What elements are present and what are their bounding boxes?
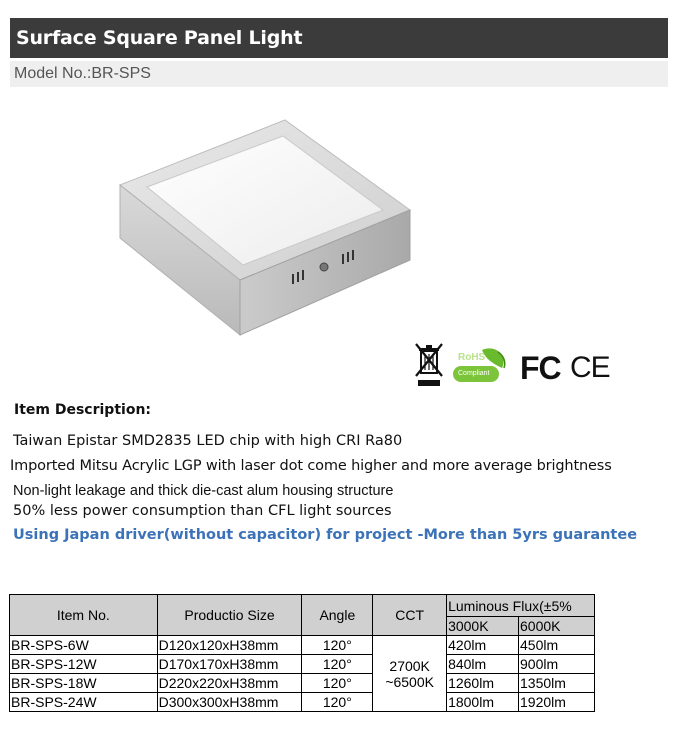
header-6000k: 6000K — [519, 617, 595, 636]
cell-size: D220x220xH38mm — [157, 674, 302, 693]
fc-mark: FC — [520, 350, 561, 386]
rohs-label: RoHS — [458, 352, 486, 363]
cell-lm-6000k: 1920lm — [519, 693, 595, 712]
weee-crossed-bin-icon — [414, 342, 444, 388]
cell-angle: 120° — [302, 693, 373, 712]
table-row — [10, 674, 595, 693]
cell-lm-3000k: 420lm — [447, 636, 519, 655]
rohs-compliant-leaf-icon — [452, 346, 508, 386]
cell-lm-3000k: 1260lm — [447, 674, 519, 693]
cell-size: D120x120xH38mm — [157, 636, 302, 655]
description-highlight-line: Using Japan driver(without capacitor) for project -More than 5yrs guarantee — [13, 527, 638, 543]
cell-item: BR-SPS-18W — [10, 674, 158, 693]
description-line: Imported Mitsu Acrylic LGP with laser dot come higher and more average brightness — [10, 458, 612, 474]
header-cct: CCT — [373, 595, 447, 636]
cell-item: BR-SPS-12W — [10, 655, 158, 674]
header-product-size: Productio Size — [157, 595, 302, 636]
cell-size: D170x170xH38mm — [157, 655, 302, 674]
table-row — [10, 655, 595, 674]
rohs-compliant-label: Compliant — [458, 370, 490, 377]
spec-table — [9, 594, 595, 712]
certification-marks — [410, 340, 610, 390]
cell-lm-6000k: 1350lm — [519, 674, 595, 693]
header-angle: Angle — [302, 595, 373, 636]
cct-value-line1: 2700K — [389, 657, 430, 674]
cell-lm-3000k: 1800lm — [447, 693, 519, 712]
header-luminous-flux: Luminous Flux(±5% — [447, 595, 595, 617]
cell-lm-6000k: 900lm — [519, 655, 595, 674]
cell-cct — [373, 636, 447, 712]
ce-mark: CE — [570, 351, 610, 384]
cell-lm-6000k: 450lm — [519, 636, 595, 655]
description-line: Non-light leakage and thick die-cast alum housing structure — [13, 483, 394, 499]
cell-item: BR-SPS-24W — [10, 693, 158, 712]
page-title: Surface Square Panel Light — [10, 18, 668, 58]
cell-size: D300x300xH38mm — [157, 693, 302, 712]
cell-lm-3000k: 840lm — [447, 655, 519, 674]
description-line: Taiwan Epistar SMD2835 LED chip with high CRI Ra80 — [13, 433, 403, 449]
cell-item: BR-SPS-6W — [10, 636, 158, 655]
cell-angle: 120° — [302, 636, 373, 655]
panel-light-image — [85, 100, 425, 350]
model-number: Model No.:BR-SPS — [10, 61, 668, 87]
header-3000k: 3000K — [447, 617, 519, 636]
table-header-row — [10, 595, 595, 617]
description-line: 50% less power consumption than CFL light sources — [13, 503, 392, 519]
table-row — [10, 636, 595, 655]
table-row — [10, 693, 595, 712]
cct-value-line2: ~6500K — [385, 673, 434, 690]
cell-angle: 120° — [302, 655, 373, 674]
cell-angle: 120° — [302, 674, 373, 693]
item-description-heading: Item Description: — [14, 402, 152, 418]
header-item-no: Item No. — [10, 595, 158, 636]
